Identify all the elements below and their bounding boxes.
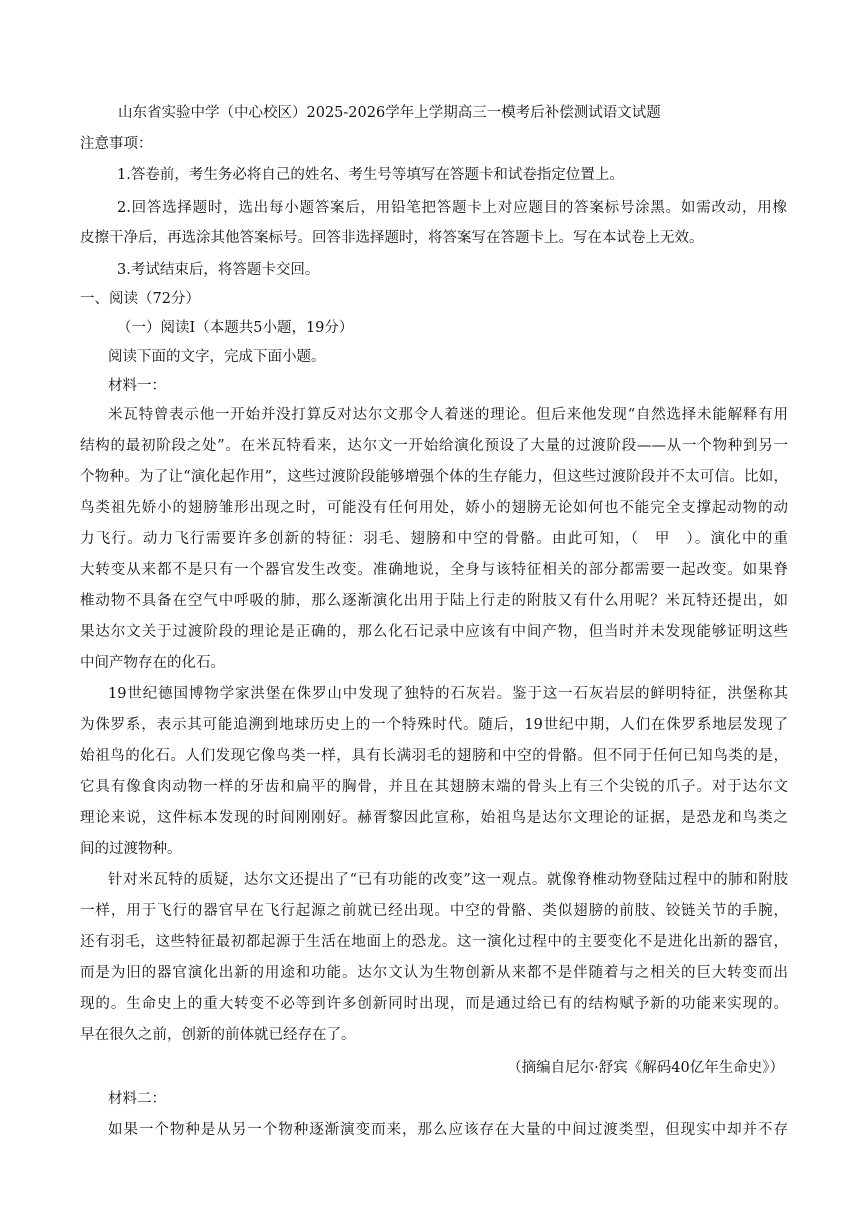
- m1-p2-line-2: 为侏罗系，表示其可能追溯到地球历史上的一个特殊时代。随后，19世纪中期，人们在侏罗系地层发现了: [80, 717, 788, 733]
- m1-p3-line-3: 还有羽毛，这些特征最初都起源于生活在地面上的恐龙。这一演化过程中的主要变化不是进化出新的器官，: [80, 934, 788, 950]
- m1-p2-line-6: 间的过渡物种。: [80, 841, 182, 857]
- instruction-text: 阅读下面的文字，完成下面小题。: [108, 349, 326, 365]
- m1-p1-line-7: 椎动物不具备在空气中呼吸的肺，那么逐渐演化出用于陆上行走的附肢又有什么用呢？米瓦特还提出，如: [80, 593, 788, 609]
- m1-p3-line-5: 现的。生命史上的重大转变不必等到许多创新同时出现，而是通过给已有的结构赋予新的功能来实现的。: [80, 996, 788, 1012]
- exam-title: 山东省实验中学（中心校区）2025-2026学年上学期高三一模考后补偿测试语文试题: [118, 105, 661, 121]
- m1-p2-line-1: 19世纪德国博物学家洪堡在侏罗山中发现了独特的石灰岩。鉴于这一石灰岩层的鲜明特征，洪堡称其: [108, 686, 788, 702]
- section-heading-reading: 一、阅读（72分）: [80, 291, 200, 307]
- m1-p1-line-3: 个物种。为了让“演化起作用”，这些过渡阶段能够增强个体的生存能力，但这些过渡阶段并不太可信。比如，: [80, 469, 788, 485]
- m1-p2-line-3: 始祖鸟的化石。人们发现它像鸟类一样，具有长满羽毛的翅膀和中空的骨骼。但不同于任何已知鸟类的是，: [80, 748, 788, 764]
- m1-p1-line-4: 鸟类祖先娇小的翅膀雏形出现之时，可能没有任何用处，娇小的翅膀无论如何也不能完全支撑起动物的动: [80, 500, 788, 516]
- notice-item-2-line-2: 皮擦干净后，再选涂其他答案标号。回答非选择题时，将答案写在答题卡上。写在本试卷上无效。: [80, 230, 704, 246]
- m2-p1-line-1: 如果一个物种是从另一个物种逐渐演变而来，那么应该存在大量的中间过渡类型，但现实中却并不存: [108, 1122, 788, 1138]
- notice-heading: 注意事项：: [80, 136, 153, 152]
- notice-item-2-line-1: 2.回答选择题时，选出每小题答案后，用铅笔把答题卡上对应题目的答案标号涂黑。如需改动，用橡: [117, 200, 787, 216]
- material-1-source: （摘编自尼尔·舒宾《解码40亿年生命史》）: [507, 1060, 784, 1076]
- m1-p1-line-1: 米瓦特曾表示他一开始并没打算反对达尔文那令人着迷的理论。但后来他发现“自然选择未能解释有用: [108, 407, 788, 423]
- material-1-label: 材料一：: [108, 378, 166, 394]
- m1-p2-line-4: 它具有像食肉动物一样的牙齿和扁平的胸骨，并且在其翅膀末端的骨头上有三个尖锐的爪子。对于达尔文: [80, 779, 788, 795]
- m1-p1-line-2: 结构的最初阶段之处”。在米瓦特看来，达尔文一开始给演化预设了大量的过渡阶段——从一个物种到另一: [80, 438, 788, 454]
- m1-p3-line-1: 针对米瓦特的质疑，达尔文还提出了“已有功能的改变”这一观点。就像脊椎动物登陆过程中的肺和附肢: [108, 872, 788, 888]
- m1-p2-line-5: 理论来说，这件标本发现的时间刚刚好。赫胥黎因此宣称，始祖鸟是达尔文理论的证据，是恐龙和鸟类之: [80, 810, 788, 826]
- m1-p1-line-8: 果达尔文关于过渡阶段的理论是正确的，那么化石记录中应该有中间产物，但当时并未发现能够证明这些: [80, 624, 788, 640]
- notice-item-1: 1.答卷前，考生务必将自己的姓名、考生号等填写在答题卡和试卷指定位置上。: [117, 167, 624, 183]
- material-2-label: 材料二：: [108, 1091, 166, 1107]
- subsection-heading-reading-1: （一）阅读Ⅰ（本题共5小题，19分）: [117, 320, 354, 336]
- m1-p3-line-4: 而是为旧的器官演化出新的用途和功能。达尔文认为生物创新从来都不是伴随着与之相关的巨大转变而出: [80, 965, 788, 981]
- m1-p3-line-6: 早在很久之前，创新的前体就已经存在了。: [80, 1027, 356, 1043]
- m1-p1-line-5: 力飞行。动力飞行需要许多创新的特征：羽毛、翅膀和中空的骨骼。由此可知，（ 甲 ）。演化中的重: [80, 531, 788, 547]
- m1-p3-line-2: 一样，用于飞行的器官早在飞行起源之前就已经出现。中空的骨骼、类似翅膀的前肢、铰链关节的手腕，: [80, 903, 788, 919]
- m1-p1-line-9: 中间产物存在的化石。: [80, 655, 225, 671]
- m1-p1-line-6: 大转变从来都不是只有一个器官发生改变。准确地说，全身与该特征相关的部分都需要一起改变。如果脊: [80, 562, 788, 578]
- notice-item-3: 3.考试结束后，将答题卡交回。: [117, 262, 320, 278]
